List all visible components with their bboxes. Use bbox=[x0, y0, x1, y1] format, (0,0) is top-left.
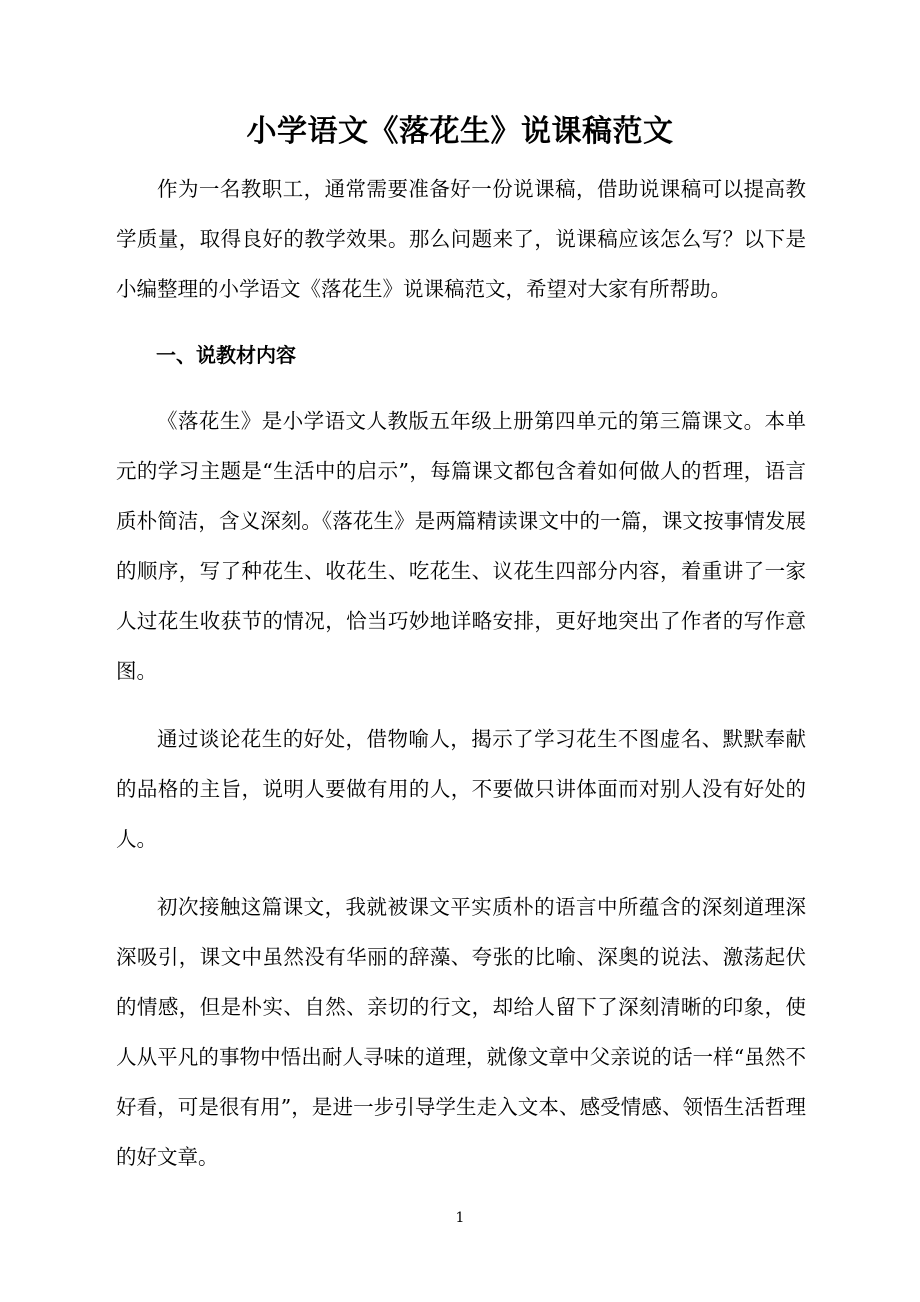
page-number: 1 bbox=[455, 1210, 465, 1226]
body-paragraph: 《落花生》是小学语文人教版五年级上册第四单元的第三篇课文。本单元的学习主题是“生活中的启示”，每篇课文都包含着如何做人的哲理，语言质朴简洁，含义深刻。《落花生》是两篇精读课文中的一篇，课文按事情发展的顺序，写了种花生、收花生、吃花生、议花生四部分内容，着重讲了一家人过花生收获节的情况，恰当巧妙地详略安排，更好地突出了作者的写作意图。 bbox=[116, 409, 806, 683]
body-paragraph: 通过谈论花生的好处，借物喻人，揭示了学习花生不图虚名、默默奉献的品格的主旨，说明人要做有用的人，不要做只讲体面而对别人没有好处的人。 bbox=[116, 727, 806, 851]
document-body bbox=[116, 164, 806, 1182]
document-title: 小学语文《落花生》说课稿范文 bbox=[246, 114, 674, 149]
body-paragraph: 初次接触这篇课文，我就被课文平实质朴的语言中所蕴含的深刻道理深深吸引，课文中虽然没有华丽的辞藻、夸张的比喻、深奥的说法、激荡起伏的情感，但是朴实、自然、亲切的行文，却给人留下了深刻清晰的印象，使人从平凡的事物中悟出耐人寻味的道理，就像文章中父亲说的话一样“虽然不好看，可是很有用”，是进一步引导学生走入文本、感受情感、领悟生活哲理的好文章。 bbox=[116, 895, 806, 1169]
intro-paragraph: 作为一名教职工，通常需要准备好一份说课稿，借助说课稿可以提高教学质量，取得良好的教学效果。那么问题来了，说课稿应该怎么写？以下是小编整理的小学语文《落花生》说课稿范文，希望对大家有所帮助。 bbox=[116, 177, 806, 301]
section-heading: 一、说教材内容 bbox=[156, 343, 296, 367]
